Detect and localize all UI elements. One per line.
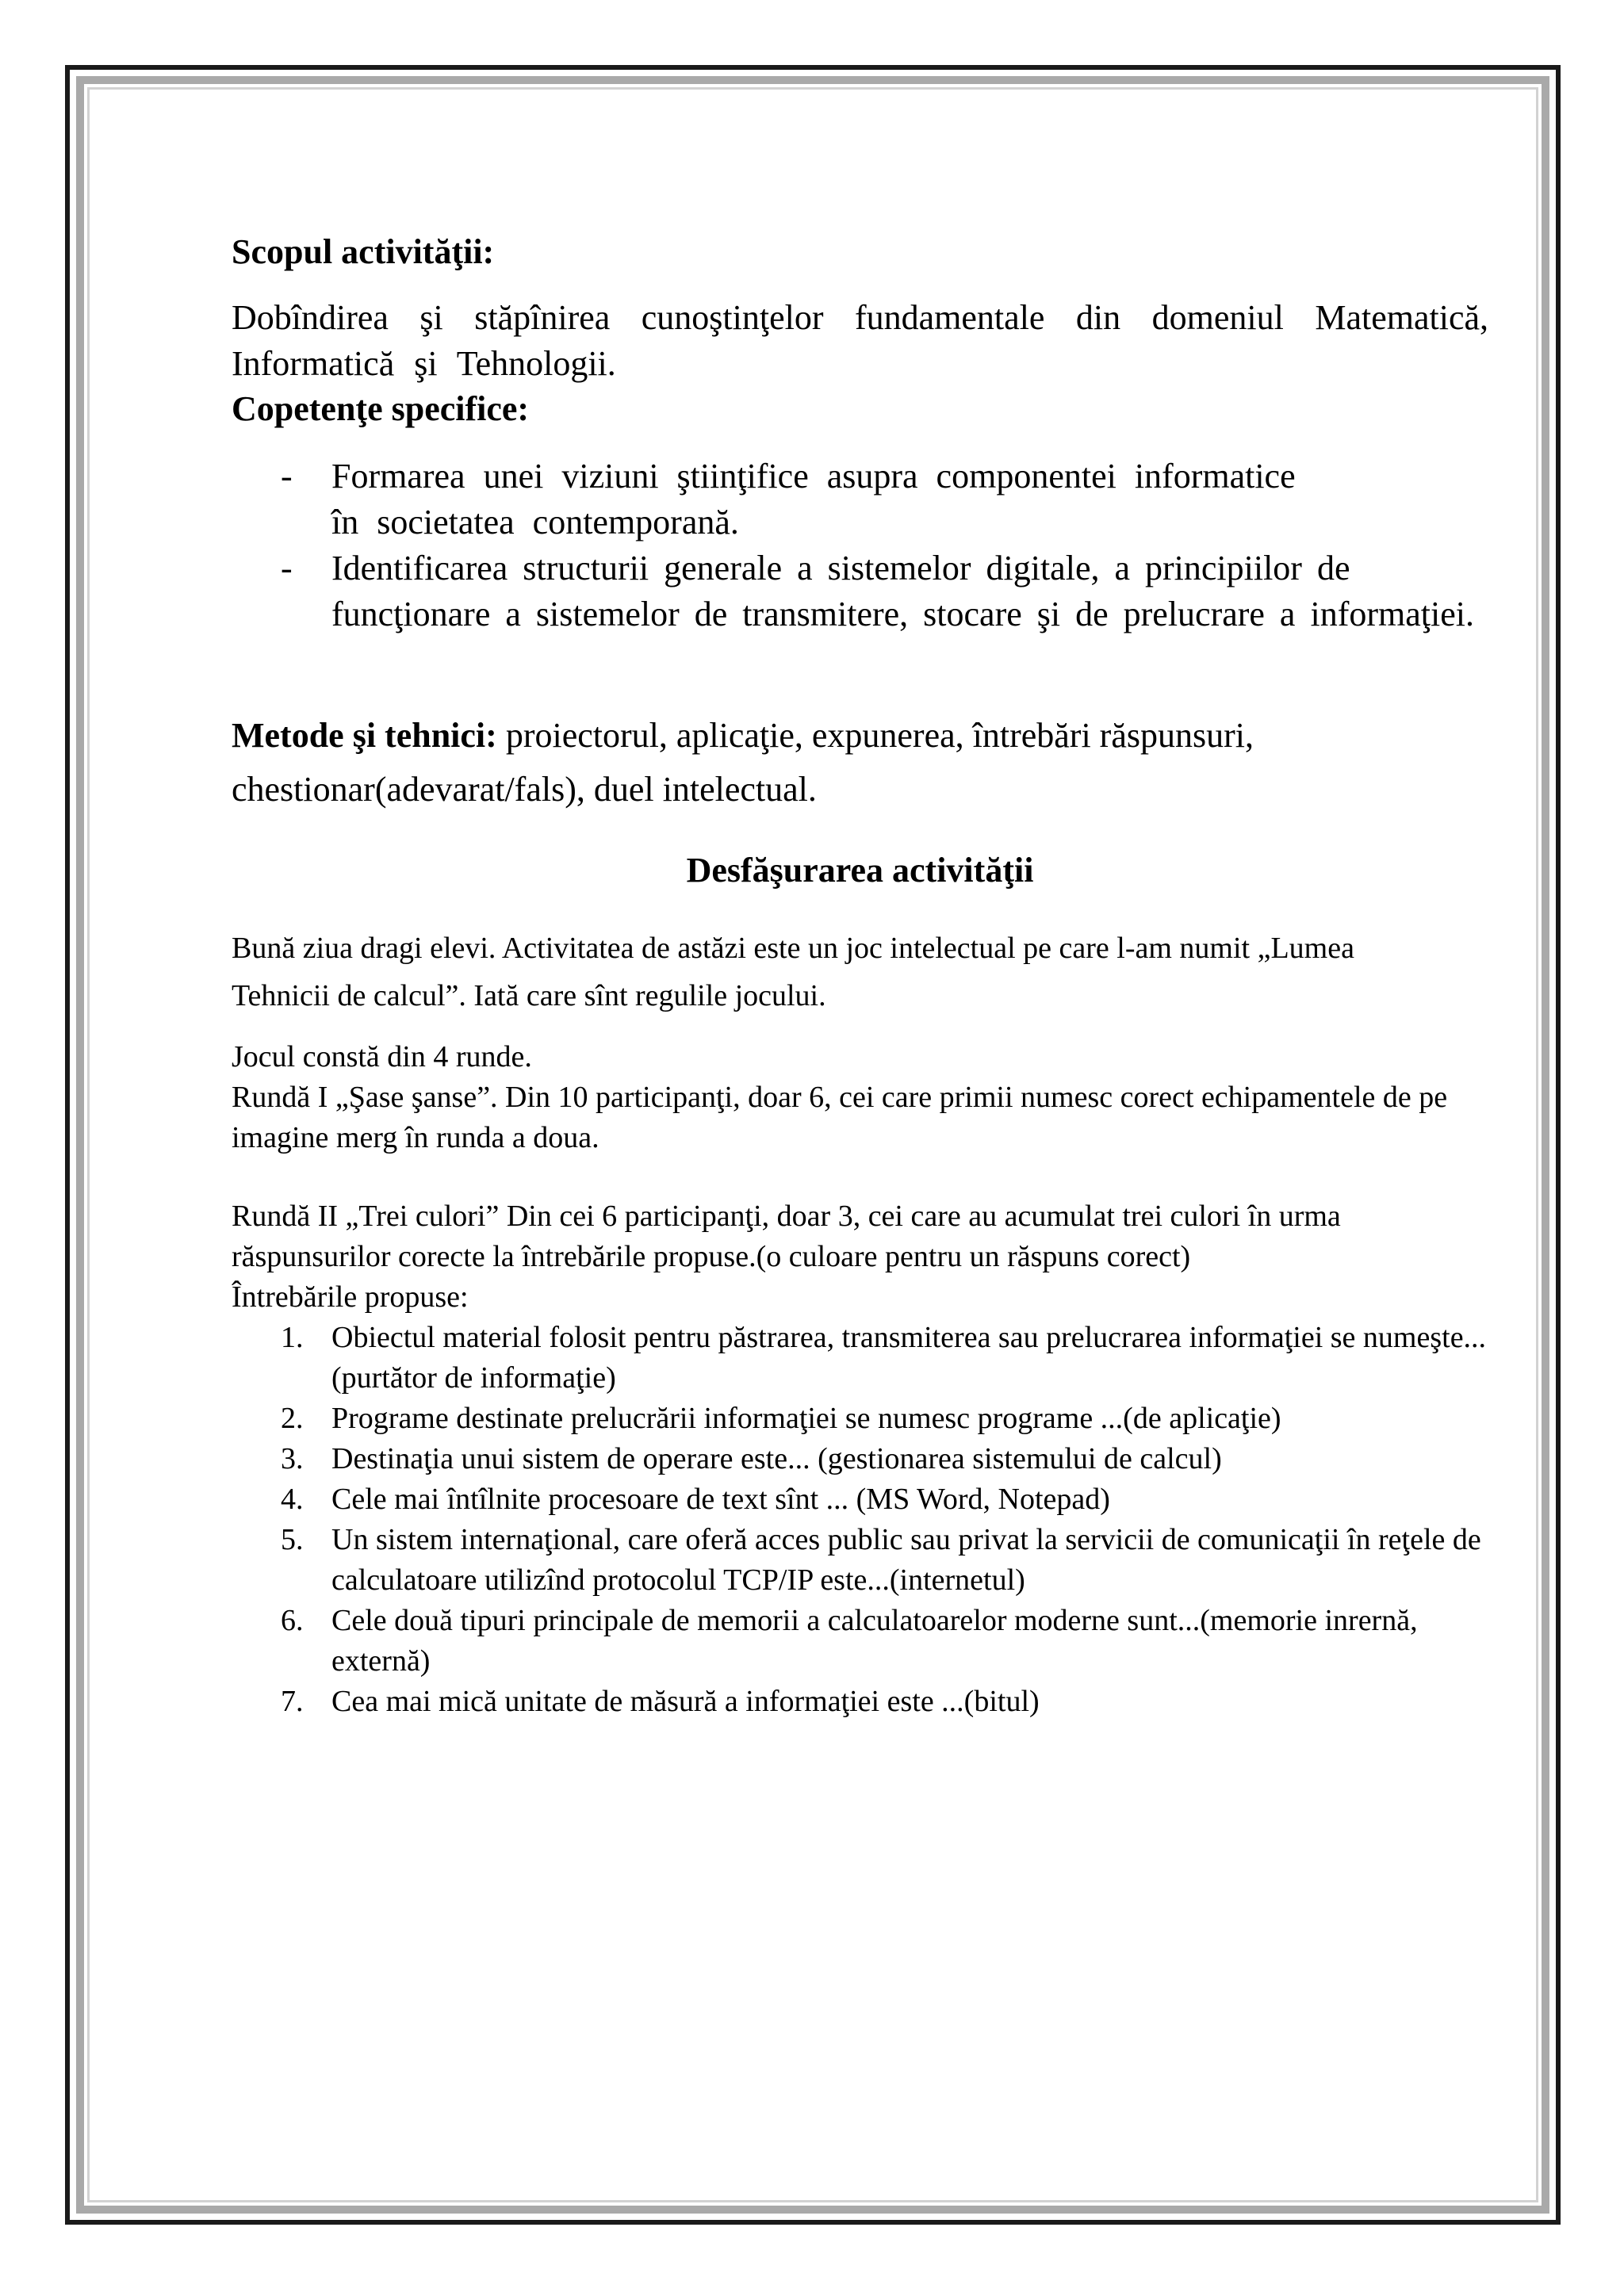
question-item: 2. Programe destinate prelucrării informaţiei se numesc programe ...(de aplicaţie) [281,1402,1281,1435]
dash-bullet: - [281,457,293,496]
metode-heading: Metode şi tehnici: [232,716,497,755]
competente-item: - Identificarea structurii generale a sistemelor digitale, a principiilor de funcţionare a sistemelor de transmitere, stocare şi de prelucrare a informaţiei. [232,545,1488,637]
metode-paragraph [232,709,1488,817]
question-item: 6. Cele două tipuri principale de memorii a calculatoarelor moderne sunt...(memorie inrernă, externă) [281,1604,1418,1678]
competente-item: - Formarea unei viziuni ştiinţifice asupra componentei informatice în societatea contemporană. [232,453,1488,545]
scop-heading: Scopul activităţii: [232,232,495,271]
question-item: 7. Cea mai mică unitate de măsură a informaţiei este ...(bitul) [281,1685,1040,1718]
dash-bullet: - [281,549,293,587]
question-item: 5. Un sistem internaţional, care oferă acces public sau privat la servicii de comunicaţii în reţele de calculatoare utilizînd protocolul TCP/IP este...(internetul) [281,1523,1481,1597]
question-item: 4. Cele mai întîlnite procesoare de text sînt ... (MS Word, Notepad) [281,1483,1110,1516]
metode-text: proiectorul, aplicaţie, expunerea, întrebări răspunsuri, chestionar(adevarat/fals), duel intelectual. [232,716,1254,809]
rules-round-1: Rundă I „Şase şanse”. Din 10 participanţi, doar 6, cei care primii numesc corect echipamentele de pe imagine merg în runda a doua. [232,1081,1448,1154]
question-item: 3. Destinaţia unui sistem de operare este... (gestionarea sistemului de calcul) [281,1442,1222,1475]
scop-text: Dobîndirea şi stăpînirea cunoştinţelor fundamentale din domeniul Matematică, Informatică şi Tehnologii. [232,298,1488,383]
rules-line-1: Jocul constă din 4 runde. [232,1040,532,1073]
question-item: 1. Obiectul material folosit pentru păstrarea, transmiterea sau prelucrarea informaţiei se numeşte... (purtător de informaţie) [281,1321,1487,1395]
rules-round-2: Rundă II „Trei culori” Din cei 6 participanţi, doar 3, cei care au acumulat trei culori în urma răspunsurilor corecte la întrebările propuse.(o culoare pentru un răspuns corect) [232,1200,1341,1273]
competente-list [232,453,1488,637]
questions-list [232,1318,1488,1722]
desfasurare-title: Desfăşurarea activităţii [686,851,1034,890]
questions-heading: Întrebările propuse: [232,1280,469,1314]
document-body [232,230,1488,1722]
competente-heading: Copetenţe specifice: [232,389,530,428]
intro-paragraph: Bună ziua dragi elevi. Activitatea de astăzi este un joc intelectual pe care l-am numit „Lumea Tehnicii de calcul”. Iată care sînt regulile jocului. [232,932,1354,1012]
